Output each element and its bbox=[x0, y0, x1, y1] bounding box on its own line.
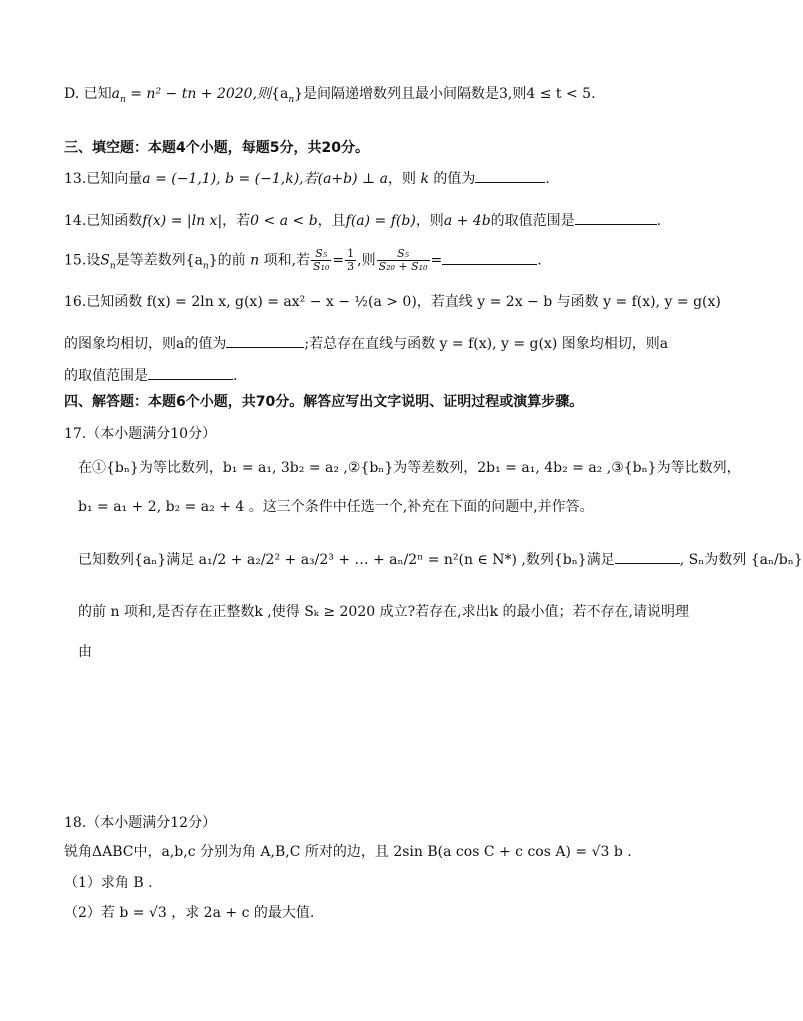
question-18-line-3: （2）若 b = √3 ，求 2a + c 的最大值. bbox=[64, 905, 315, 921]
question-17-line-5: 由 bbox=[78, 644, 92, 660]
fraction: $\frac{\text{S₅}}{\text{S₁₀}}$ bbox=[313, 247, 330, 273]
answer-blank[interactable] bbox=[442, 250, 537, 265]
section-4-title: 四、解答题：本题6个小题，共70分。解答应写出文字说明、证明过程或演算步骤。 bbox=[64, 394, 584, 410]
question-17-line-4: 的前 n 项和,是否存在正整数k ,使得 Sₖ ≥ 2020 成立?若存在,求出k 的最小值；若不存在,请说明理 bbox=[78, 604, 689, 620]
fraction: $\frac{1}{3}$ bbox=[347, 247, 355, 273]
answer-blank[interactable] bbox=[475, 168, 545, 183]
question-18-header: 18.（本小题满分12分） bbox=[64, 815, 217, 831]
question-d: D. 已知$a_n = n^2$ − tn + 2020,则$\{a_n\}$是间隔递增数列且最小间隔数是3,则4 ≤ t < 5. bbox=[64, 86, 596, 105]
question-16-line-1: 16.已知函数 f(x) = 2ln x, g(x) = ax² − x − ½(a > 0)，若直线 y = 2x − b 与函数 y = f(x), y = g(x) bbox=[64, 294, 721, 310]
answer-blank[interactable] bbox=[575, 210, 657, 225]
question-17-line-1: 在①{bₙ}为等比数列，b₁ = a₁, 3b₂ = a₂ ,②{bₙ}为等差数列，2b₁ = a₁, 4b₂ = a₂ ,③{bₙ}为等比数列， bbox=[78, 460, 741, 476]
answer-blank[interactable] bbox=[226, 333, 304, 348]
question-18-line-2: （1）求角 B . bbox=[64, 875, 153, 891]
question-17-line-2: b₁ = a₁ + 2, b₂ = a₂ + 4 。这三个条件中任选一个,补充在下面的问题中,并作答。 bbox=[78, 499, 594, 515]
question-14: 14.已知函数f(x) = |ln x|，若0 < a < b，且f(a) = f(b)，则a + 4b的取值范围是 . bbox=[64, 210, 661, 231]
answer-blank[interactable] bbox=[148, 365, 233, 380]
question-15: 15.设$S_n$是等差数列$\{a_n\}$的前 n 项和,若 $\frac{\text{S₅}}{\text{S₁₀}}$ = $\frac{1}{3}$ ,则 $\frac{\text{S₅}}{\text{S₂₀ + S₁₀}}$ = . bbox=[64, 247, 542, 273]
section-3-title: 三、填空题：本题4个小题，每题5分，共20分。 bbox=[64, 140, 369, 156]
fraction: $\frac{\text{S₅}}{\text{S₂₀ + S₁₀}}$ bbox=[378, 247, 428, 273]
question-17-line-3: 已知数列{aₙ}满足 a₁/2 + a₂/2² + a₃/2³ + … + aₙ/2ⁿ = n²(n ∈ N*) ,数列{bₙ}满足 , Sₙ为数列 {aₙ/bₙ} bbox=[78, 549, 803, 570]
question-17-header: 17.（本小题满分10分） bbox=[64, 426, 217, 442]
question-13: 13.已知向量a = (−1,1), b = (−1,k),若(a+b) ⊥ a，则 k 的值为 . bbox=[64, 168, 550, 189]
question-18-line-1: 锐角ΔABC中，a,b,c 分别为角 A,B,C 所对的边，且 2sin B(a cos C + c cos A) = √3 b . bbox=[64, 844, 632, 860]
question-16-line-3: 的取值范围是 . bbox=[64, 365, 237, 386]
answer-blank[interactable] bbox=[615, 549, 680, 564]
question-16-line-2: 的图象均相切，则a的值为 ;若总存在直线与函数 y = f(x), y = g(x) 图象均相切，则a bbox=[64, 333, 668, 354]
